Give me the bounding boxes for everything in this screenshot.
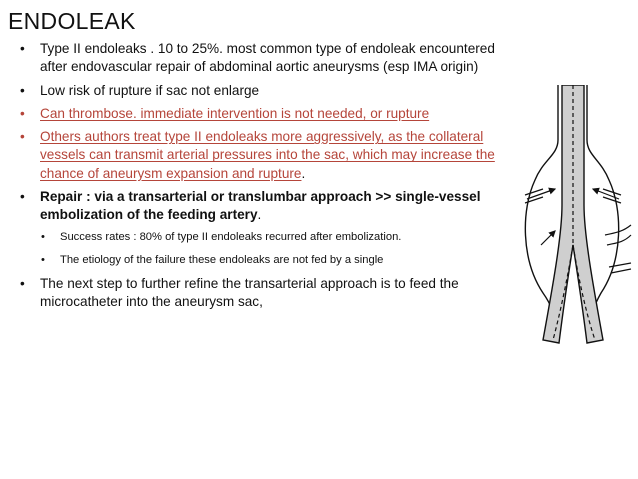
- bullet-others-authors: [20, 128, 520, 183]
- bullet-text-bold: Repair : via a transarterial or translumbar approach >> single-vessel embolization of the feeding artery: [40, 189, 481, 223]
- bullet-low-risk: [20, 82, 520, 100]
- bullet-marker: •: [20, 41, 25, 56]
- subbullet-text: Success rates : 80% of type II endoleaks recurred after embolization.: [60, 230, 402, 243]
- bullet-marker: •: [20, 275, 25, 291]
- bullet-type2-endoleak: [20, 40, 520, 77]
- bullet-repair: [20, 188, 520, 225]
- bullet-marker: •: [20, 105, 25, 121]
- bullet-link-thrombose[interactable]: Can thrombose. immediate intervention is not needed, or rupture: [40, 105, 430, 121]
- bullet-marker: •: [20, 129, 25, 145]
- bullet-link-others-authors[interactable]: Others authors treat type II endoleaks more aggressively, as the collateral vessels can transmit arterial pressures into the sac, which may increase the chance of aneurysm expansion and rupture: [40, 129, 495, 181]
- subbullet-success-rates: [20, 230, 520, 244]
- bullet-marker: •: [41, 253, 45, 266]
- bullet-period: .: [301, 165, 306, 181]
- bullet-text: Type II endoleaks . 10 to 25%. most common type of endoleak encountered after endovascular repair of abdominal aortic aneurysms (esp IMA origin): [40, 41, 495, 75]
- bullet-marker: •: [41, 230, 45, 243]
- bullet-period: .: [257, 207, 262, 223]
- bullet-thrombose: [20, 105, 520, 123]
- bullet-text: Low risk of rupture if sac not enlarge: [40, 82, 260, 98]
- bullet-next-step: [20, 275, 520, 312]
- subbullet-etiology: [20, 253, 520, 267]
- bullet-marker: •: [20, 82, 25, 98]
- lower-flow-arrow: [541, 231, 555, 245]
- bullet-marker: •: [20, 189, 25, 205]
- subbullet-text: The etiology of the failure these endoleaks are not fed by a single: [60, 253, 384, 266]
- bullet-text: The next step to further refine the transarterial approach is to feed the microcatheter into the aneurysm sac,: [40, 275, 459, 309]
- endograft-diagram-icon: [513, 85, 633, 345]
- bullet-list: [20, 40, 520, 316]
- slide-title: ENDOLEAK: [8, 8, 136, 34]
